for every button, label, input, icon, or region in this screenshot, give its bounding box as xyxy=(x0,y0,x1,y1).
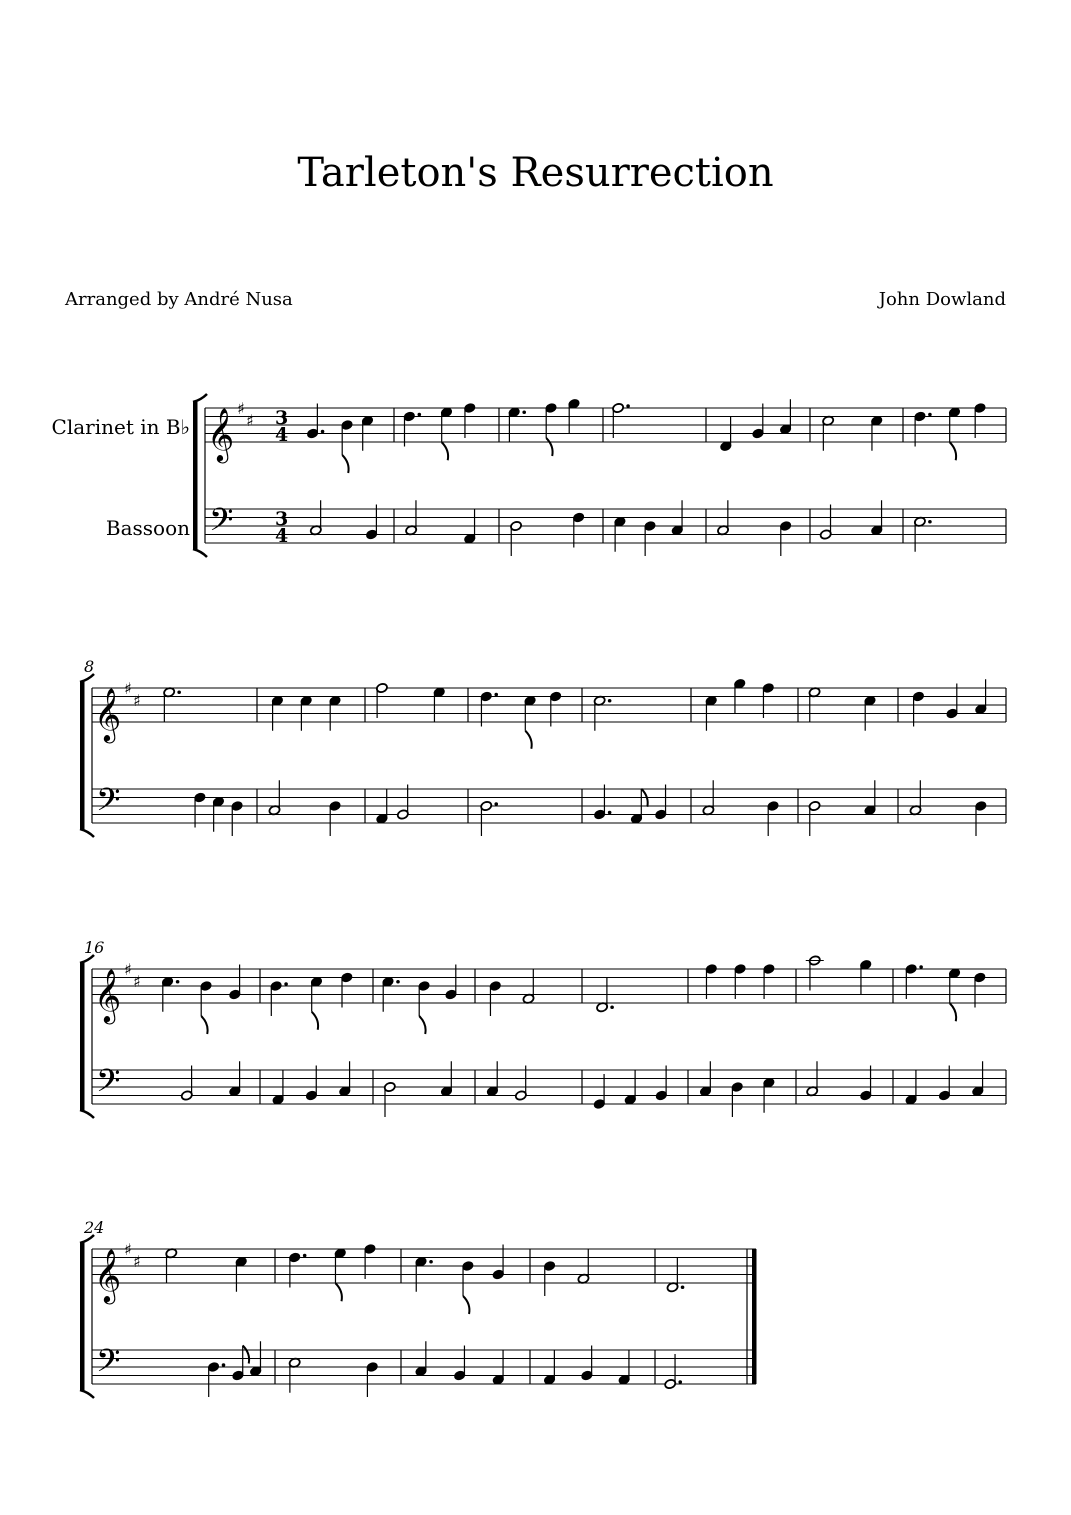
key-signature-sharp: ♯ xyxy=(246,411,254,430)
note-flag xyxy=(463,1296,469,1314)
system-2 xyxy=(80,657,1006,837)
note-flag xyxy=(950,1003,956,1021)
treble-clef: 𝄞 xyxy=(94,1248,122,1302)
augmentation-dot xyxy=(626,404,630,408)
augmentation-dot xyxy=(494,693,498,697)
augmentation-dot xyxy=(176,980,180,984)
bracket-hook-bottom xyxy=(80,1390,94,1398)
note-flag xyxy=(342,455,348,473)
augmentation-dot xyxy=(522,410,526,414)
measure-number: 24 xyxy=(84,1218,105,1237)
instrument-label-clarinet: Clarinet in B♭ xyxy=(51,415,190,439)
bracket-hook-bottom xyxy=(193,549,207,557)
note-flag xyxy=(312,1012,318,1030)
key-signature-sharp: ♯ xyxy=(124,1240,132,1259)
augmentation-dot xyxy=(177,690,181,694)
augmentation-dot xyxy=(919,965,923,969)
score-title: Tarleton's Resurrection xyxy=(297,150,774,196)
bass-clef: 𝄢 xyxy=(96,1062,121,1107)
bass-clef: 𝄢 xyxy=(96,1342,121,1387)
bass-clef: 𝄢 xyxy=(96,781,121,826)
arranger-credit: Arranged by André Nusa xyxy=(65,289,293,310)
key-signature-sharp: ♯ xyxy=(124,960,132,979)
instrument-label-bassoon: Bassoon xyxy=(105,516,190,540)
key-signature-sharp: ♯ xyxy=(133,1252,141,1271)
augmentation-dot xyxy=(678,1380,682,1384)
note-flag xyxy=(525,731,531,749)
time-signature-bottom: 4 xyxy=(275,424,289,446)
augmentation-dot xyxy=(681,1285,685,1289)
note-flag xyxy=(243,1346,249,1364)
bass-clef: 𝄢 xyxy=(209,501,234,546)
time-signature-bottom: 4 xyxy=(275,525,289,547)
final-barline-thick xyxy=(752,1249,757,1384)
time-signature-top: 3 xyxy=(275,407,289,429)
system-bracket xyxy=(193,402,198,549)
augmentation-dot xyxy=(494,802,498,806)
augmentation-dot xyxy=(222,1363,226,1367)
note-flag xyxy=(419,1016,425,1034)
measure-number: 8 xyxy=(84,657,95,676)
bracket-hook-bottom xyxy=(80,1110,94,1118)
key-signature-sharp: ♯ xyxy=(124,679,132,698)
key-signature-sharp: ♯ xyxy=(133,691,141,710)
augmentation-dot xyxy=(608,699,612,703)
treble-clef: 𝄞 xyxy=(94,687,122,741)
composer-credit: John Dowland xyxy=(878,289,1006,310)
note-flag xyxy=(201,1016,207,1034)
note-flag xyxy=(950,442,956,460)
augmentation-dot xyxy=(321,430,325,434)
system-bracket xyxy=(80,1243,85,1390)
augmentation-dot xyxy=(303,1254,307,1258)
treble-clef: 𝄞 xyxy=(94,968,122,1022)
measure-number: 16 xyxy=(84,938,105,957)
augmentation-dot xyxy=(928,413,932,417)
augmentation-dot xyxy=(429,1260,433,1264)
system-bracket xyxy=(80,682,85,829)
augmentation-dot xyxy=(610,1005,614,1009)
time-signature-top: 3 xyxy=(275,508,289,530)
treble-clef: 𝄞 xyxy=(207,407,235,461)
system-bracket xyxy=(80,963,85,1110)
note-flag xyxy=(546,438,552,456)
key-signature-sharp: ♯ xyxy=(133,972,141,991)
system-3 xyxy=(80,938,1006,1118)
system-1 xyxy=(193,394,1006,557)
augmentation-dot xyxy=(284,982,288,986)
key-signature-sharp: ♯ xyxy=(237,399,245,418)
augmentation-dot xyxy=(418,413,422,417)
bracket-hook-bottom xyxy=(80,829,94,837)
system-4 xyxy=(80,1218,757,1398)
note-flag xyxy=(442,442,448,460)
bracket-hook-top xyxy=(193,394,207,402)
augmentation-dot xyxy=(396,980,400,984)
augmentation-dot xyxy=(608,811,612,815)
augmentation-dot xyxy=(928,520,932,524)
note-flag xyxy=(335,1283,341,1301)
